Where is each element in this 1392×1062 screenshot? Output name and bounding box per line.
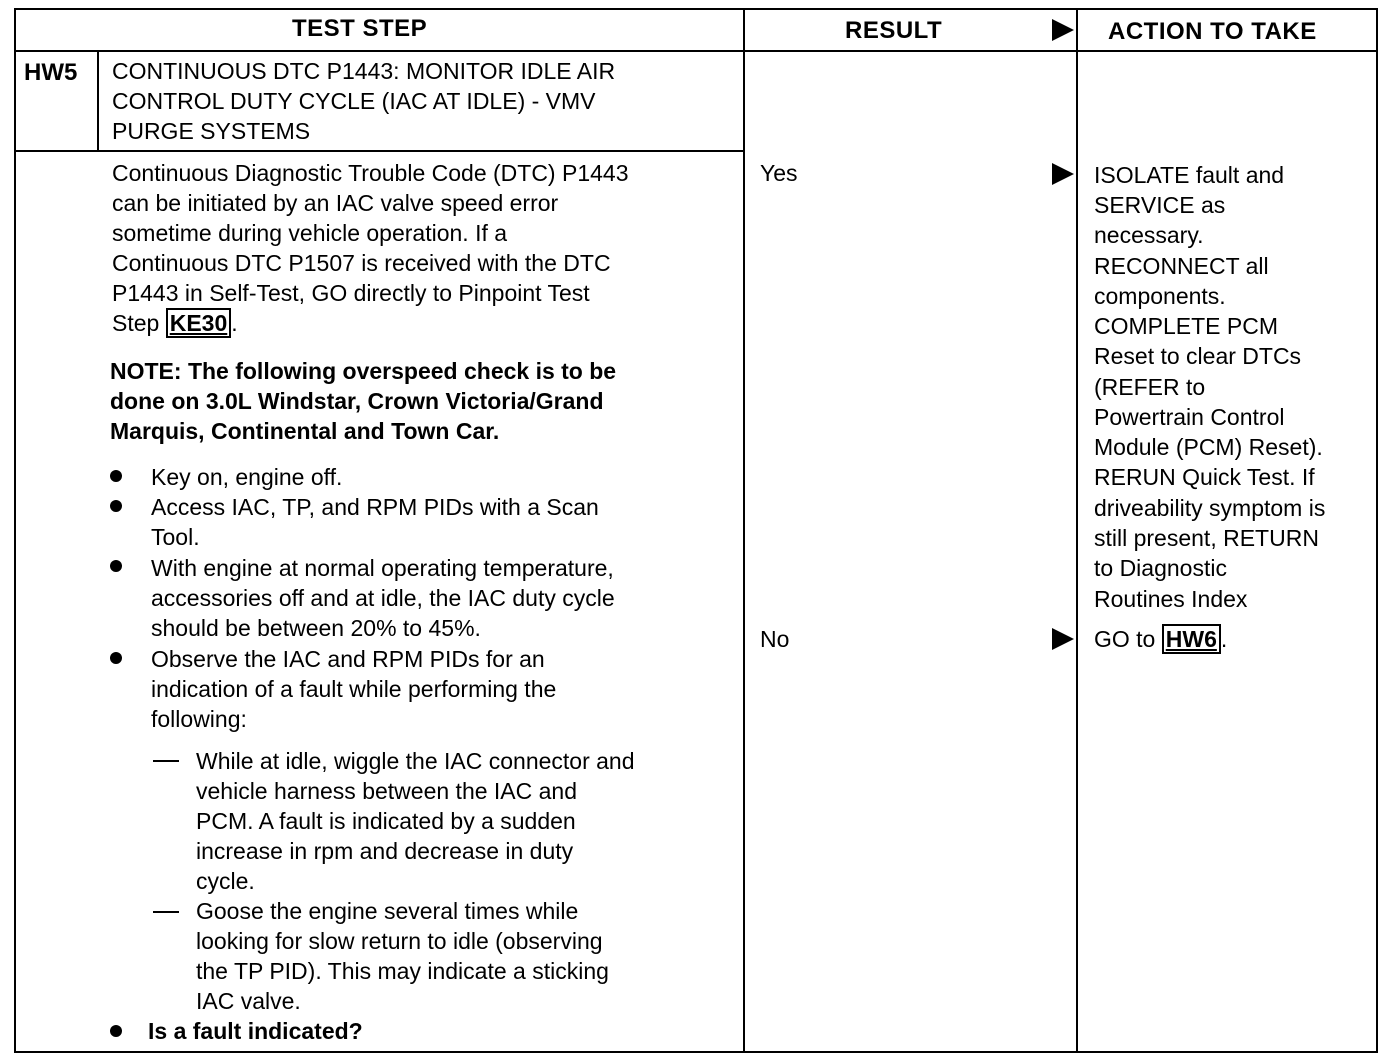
action-line: RERUN Quick Test. If <box>1094 464 1315 490</box>
description-line: can be initiated by an IAC valve speed error <box>112 190 559 216</box>
dash-line: increase in rpm and decrease in duty <box>196 838 574 864</box>
action-line: (REFER to <box>1094 374 1206 400</box>
title-divider <box>14 150 745 152</box>
bullet-line: following: <box>151 706 247 732</box>
action-no-prefix: GO to <box>1094 626 1162 652</box>
action-line: SERVICE as <box>1094 192 1226 218</box>
dash-line: PCM. A fault is indicated by a sudden <box>196 808 576 834</box>
dash-line: looking for slow return to idle (observing <box>196 928 603 954</box>
header-action: ACTION TO TAKE <box>1108 18 1317 45</box>
description-line: Continuous Diagnostic Trouble Code (DTC) P1443 <box>112 160 629 186</box>
description-ref-suffix: . <box>231 310 238 336</box>
dash-line: cycle. <box>196 868 255 894</box>
action-line: COMPLETE PCM <box>1094 313 1279 339</box>
bullet-line: Tool. <box>151 524 200 550</box>
action-no-suffix: . <box>1220 626 1228 652</box>
header-result: RESULT <box>845 17 943 44</box>
ke30-reference-link[interactable]: KE30 <box>166 308 232 338</box>
note-line: Marquis, Continental and Town Car. <box>110 418 500 444</box>
note-line: NOTE: The following overspeed check is to be <box>110 358 617 384</box>
question: Is a fault indicated? <box>148 1018 363 1044</box>
bullet-icon <box>110 470 122 482</box>
col-divider-step <box>743 8 745 1053</box>
action-line: necessary. <box>1094 222 1204 248</box>
dash-icon <box>153 760 179 762</box>
action-line: RECONNECT all <box>1094 253 1269 279</box>
header-test-step: TEST STEP <box>292 15 428 42</box>
bullet-line: Key on, engine off. <box>151 464 343 490</box>
bullet-line: indication of a fault while performing the <box>151 676 557 702</box>
description-ref-line <box>112 308 238 338</box>
result-no: No <box>760 626 790 652</box>
bullet-line: accessories off and at idle, the IAC duty cycle <box>151 585 615 611</box>
bullet-line: Observe the IAC and RPM PIDs for an <box>151 646 545 672</box>
header-divider <box>14 50 1378 52</box>
dash-line: the TP PID). This may indicate a sticking <box>196 958 609 984</box>
step-title-line: CONTROL DUTY CYCLE (IAC AT IDLE) - VMV <box>112 88 596 114</box>
result-no-arrow-icon <box>1052 628 1074 650</box>
description-ref-prefix: Step <box>112 310 166 336</box>
dash-icon <box>153 911 179 913</box>
col-divider-result <box>1076 8 1078 1053</box>
action-no <box>1094 624 1227 654</box>
dash-line: vehicle harness between the IAC and <box>196 778 578 804</box>
description-line: Continuous DTC P1507 is received with the DTC <box>112 250 611 276</box>
bullet-icon <box>110 500 122 512</box>
result-yes: Yes <box>760 160 798 186</box>
bullet-icon <box>110 560 122 572</box>
step-title-line: CONTINUOUS DTC P1443: MONITOR IDLE AIR <box>112 58 616 84</box>
bullet-line: Access IAC, TP, and RPM PIDs with a Scan <box>151 494 599 520</box>
action-line: ISOLATE fault and <box>1094 162 1285 188</box>
hw6-reference-link[interactable]: HW6 <box>1162 624 1221 654</box>
dash-line: IAC valve. <box>196 988 301 1014</box>
step-title-line: PURGE SYSTEMS <box>112 118 311 144</box>
action-line: driveability symptom is <box>1094 495 1326 521</box>
header-arrow-icon <box>1052 19 1074 41</box>
dash-line: Goose the engine several times while <box>196 898 579 924</box>
bullet-icon <box>110 652 122 664</box>
description-line: P1443 in Self-Test, GO directly to Pinpoint Test <box>112 280 590 306</box>
action-line: to Diagnostic <box>1094 555 1227 581</box>
result-yes-arrow-icon <box>1052 163 1074 185</box>
description-line: sometime during vehicle operation. If a <box>112 220 508 246</box>
bullet-line: With engine at normal operating temperature, <box>151 555 614 581</box>
action-line: Routines Index <box>1094 586 1248 612</box>
action-line: components. <box>1094 283 1226 309</box>
action-line: Module (PCM) Reset). <box>1094 434 1323 460</box>
action-line: Powertrain Control <box>1094 404 1285 430</box>
bullet-line: should be between 20% to 45%. <box>151 615 481 641</box>
col-divider-id <box>97 50 99 150</box>
action-line: Reset to clear DTCs <box>1094 343 1302 369</box>
step-id: HW5 <box>24 59 78 86</box>
dash-line: While at idle, wiggle the IAC connector and <box>196 748 635 774</box>
bullet-icon <box>110 1025 122 1037</box>
note-line: done on 3.0L Windstar, Crown Victoria/Grand <box>110 388 604 414</box>
action-line: still present, RETURN <box>1094 525 1319 551</box>
